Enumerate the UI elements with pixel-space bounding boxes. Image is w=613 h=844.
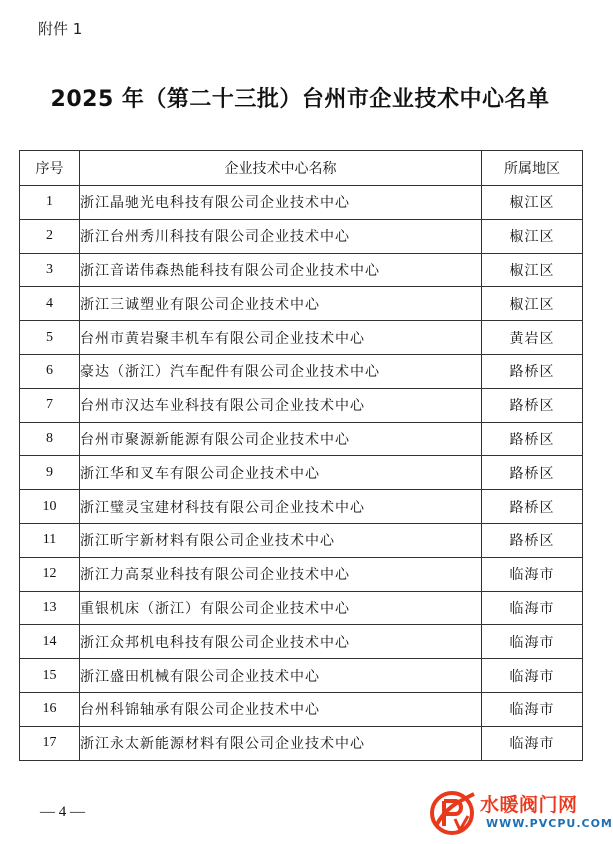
row-number: 1 — [20, 186, 80, 220]
row-number: 12 — [20, 557, 80, 591]
row-number: 16 — [20, 692, 80, 726]
company-name: 浙江力高泵业科技有限公司企业技术中心 — [80, 557, 482, 591]
table-row — [20, 422, 583, 456]
table-row — [20, 287, 583, 321]
table-row — [20, 726, 583, 760]
company-name: 重银机床（浙江）有限公司企业技术中心 — [80, 591, 482, 625]
row-number: 14 — [20, 625, 80, 659]
company-name: 浙江众邦机电科技有限公司企业技术中心 — [80, 625, 482, 659]
region-cell: 临海市 — [482, 625, 583, 659]
region-cell: 椒江区 — [482, 219, 583, 253]
pv-logo-icon — [428, 786, 478, 838]
region-cell: 路桥区 — [482, 523, 583, 557]
row-number: 2 — [20, 219, 80, 253]
company-name: 浙江晶驰光电科技有限公司企业技术中心 — [80, 186, 482, 220]
region-cell: 路桥区 — [482, 456, 583, 490]
table-row — [20, 388, 583, 422]
row-number: 13 — [20, 591, 80, 625]
row-number: 4 — [20, 287, 80, 321]
row-number: 10 — [20, 490, 80, 524]
company-name: 浙江三诚塑业有限公司企业技术中心 — [80, 287, 482, 321]
row-number: 7 — [20, 388, 80, 422]
watermark-text: 水暖阀门网 — [480, 794, 578, 816]
row-number: 5 — [20, 321, 80, 355]
watermark-url: WWW.PVCPU.COM — [486, 817, 613, 830]
company-name: 台州市汉达车业科技有限公司企业技术中心 — [80, 388, 482, 422]
region-cell: 临海市 — [482, 557, 583, 591]
company-name: 豪达（浙江）汽车配件有限公司企业技术中心 — [80, 354, 482, 388]
row-number: 8 — [20, 422, 80, 456]
table-row — [20, 523, 583, 557]
region-cell: 路桥区 — [482, 388, 583, 422]
row-number: 9 — [20, 456, 80, 490]
company-name: 台州市聚源新能源有限公司企业技术中心 — [80, 422, 482, 456]
region-cell: 路桥区 — [482, 490, 583, 524]
company-name: 浙江台州秀川科技有限公司企业技术中心 — [80, 219, 482, 253]
page-title: 2025 年（第二十三批）台州市企业技术中心名单 — [50, 87, 550, 112]
region-cell: 黄岩区 — [482, 321, 583, 355]
row-number: 11 — [20, 523, 80, 557]
table-row — [20, 186, 583, 220]
watermark — [428, 786, 613, 838]
attachment-label: 附件 1 — [38, 20, 83, 38]
column-header-name: 企业技术中心名称 — [80, 151, 482, 186]
table-row — [20, 490, 583, 524]
table-row — [20, 591, 583, 625]
table-header-row — [20, 151, 583, 186]
region-cell: 临海市 — [482, 726, 583, 760]
table-row — [20, 321, 583, 355]
company-name: 浙江华和叉车有限公司企业技术中心 — [80, 456, 482, 490]
table-row — [20, 219, 583, 253]
row-number: 6 — [20, 354, 80, 388]
table-row — [20, 692, 583, 726]
region-cell: 临海市 — [482, 591, 583, 625]
company-name: 浙江昕宇新材料有限公司企业技术中心 — [80, 523, 482, 557]
row-number: 3 — [20, 253, 80, 287]
region-cell: 椒江区 — [482, 287, 583, 321]
company-name: 浙江永太新能源材料有限公司企业技术中心 — [80, 726, 482, 760]
region-cell: 椒江区 — [482, 186, 583, 220]
company-name: 浙江音诺伟森热能科技有限公司企业技术中心 — [80, 253, 482, 287]
table-row — [20, 557, 583, 591]
table-row — [20, 456, 583, 490]
row-number: 15 — [20, 659, 80, 693]
company-name: 浙江盛田机械有限公司企业技术中心 — [80, 659, 482, 693]
table-row — [20, 625, 583, 659]
company-name: 台州市黄岩聚丰机车有限公司企业技术中心 — [80, 321, 482, 355]
row-number: 17 — [20, 726, 80, 760]
page-number: — 4 — — [40, 804, 85, 820]
region-cell: 临海市 — [482, 692, 583, 726]
region-cell: 临海市 — [482, 659, 583, 693]
column-header-no: 序号 — [20, 151, 80, 186]
company-name: 浙江璧灵宝建材科技有限公司企业技术中心 — [80, 490, 482, 524]
company-name: 台州科锦轴承有限公司企业技术中心 — [80, 692, 482, 726]
column-header-region: 所属地区 — [482, 151, 583, 186]
region-cell: 路桥区 — [482, 354, 583, 388]
region-cell: 路桥区 — [482, 422, 583, 456]
region-cell: 椒江区 — [482, 253, 583, 287]
table-row — [20, 354, 583, 388]
table-row — [20, 659, 583, 693]
table-row — [20, 253, 583, 287]
company-table — [19, 150, 583, 761]
